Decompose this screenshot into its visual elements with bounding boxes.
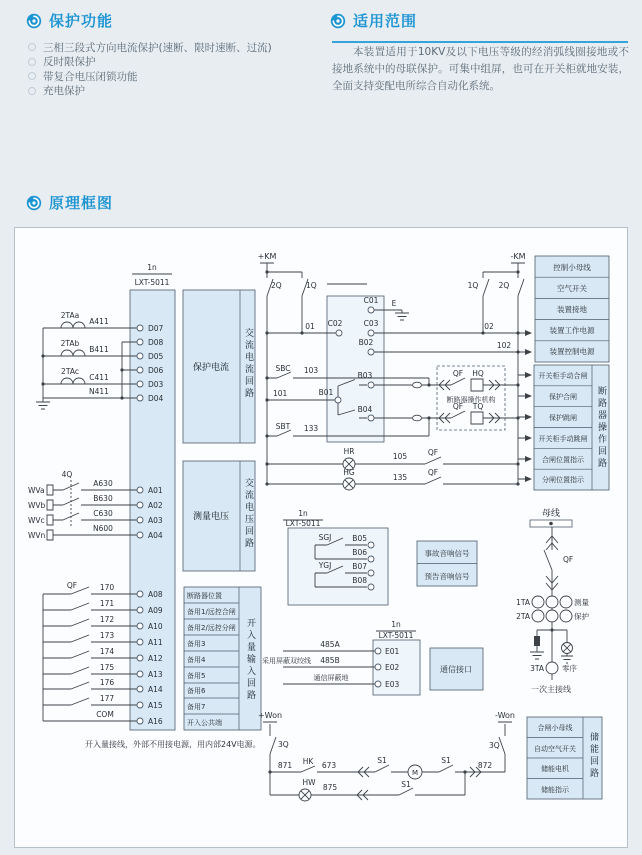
svg-text:COM: COM [96,710,114,719]
svg-text:A11: A11 [148,638,163,647]
svg-text:2Q: 2Q [498,281,510,290]
svg-text:测量: 测量 [574,598,589,607]
svg-text:3TA: 3TA [530,664,544,673]
svg-text:采用屏蔽双绞线: 采用屏蔽双绞线 [262,657,311,665]
legend-arrowheads [525,330,532,482]
svg-text:2TAb: 2TAb [60,339,80,348]
svg-text:装置接地: 装置接地 [557,305,587,314]
scope-section-header [330,10,417,31]
bullet-ring-icon [28,72,36,80]
svg-text:A15: A15 [148,701,163,710]
svg-text:C02: C02 [327,319,343,328]
svg-text:02: 02 [484,322,494,331]
bullet-ring-icon [28,87,36,95]
svg-text:A01: A01 [148,486,163,495]
svg-text:B04: B04 [357,405,373,414]
ctrl-wires [260,263,526,484]
svg-text:D05: D05 [148,352,164,361]
svg-text:102: 102 [496,341,512,350]
svg-text:B01: B01 [318,388,334,397]
svg-text:储能电机: 储能电机 [541,765,569,773]
svg-text:A14: A14 [148,685,163,694]
svg-text:HQ: HQ [472,369,484,378]
feature-item [28,55,272,70]
svg-text:176: 176 [99,678,115,687]
svg-text:备用5: 备用5 [187,672,206,680]
svg-text:QF: QF [452,369,464,378]
feature-text: 充电保护 [43,85,85,98]
svg-text:01: 01 [305,322,315,331]
feature-text: 反时限保护 [43,56,96,69]
svg-text:A13: A13 [148,670,163,679]
bi-wires [43,587,137,721]
scope-divider-rule [332,41,628,43]
svg-text:合闸位置指示: 合闸位置指示 [542,456,584,464]
svg-text:LXT-5011: LXT-5011 [134,278,170,287]
svg-text:WVn: WVn [28,531,46,540]
svg-text:D06: D06 [148,366,164,375]
svg-text:875: 875 [322,783,338,792]
svg-text:A08: A08 [148,590,163,599]
svg-text:备用6: 备用6 [187,687,206,695]
svg-text:3Q: 3Q [278,740,289,749]
svg-text:-Won: -Won [495,711,515,720]
svg-text:零序: 零序 [562,664,577,673]
lamp-icon-hg [343,478,355,490]
svg-text:N600: N600 [93,524,113,533]
svg-text:B08: B08 [352,576,367,585]
storage-wires [263,722,512,800]
svg-text:2Q: 2Q [271,281,282,290]
svg-text:QF: QF [427,448,439,457]
bullet-ring-icon [28,43,36,51]
svg-text:D08: D08 [148,338,164,347]
svg-text:B05: B05 [352,534,367,543]
feature-text: 三相三段式方向电流保护(速断、限时速断、过流) [43,41,272,54]
ct-1ta-icon [560,596,572,608]
svg-text:M: M [411,769,419,777]
vlabel-ac-current-loop: 交流电流回路 [243,328,253,400]
svg-text:C01: C01 [363,296,379,305]
svg-text:E03: E03 [385,680,400,689]
svg-text:B02: B02 [358,338,374,347]
svg-text:171: 171 [99,599,115,608]
svg-text:分闸位置指示: 分闸位置指示 [542,476,584,484]
svg-text:1Q: 1Q [467,281,479,290]
svg-text:177: 177 [99,694,115,703]
device-box-control [327,296,384,442]
svg-text:A12: A12 [148,654,163,663]
svg-text:WVa: WVa [28,486,45,495]
svg-text:105: 105 [392,452,408,461]
svg-text:备用2/远控分闸: 备用2/远控分闸 [187,624,236,632]
svg-text:170: 170 [99,583,115,592]
svg-text:备用3: 备用3 [187,640,206,648]
svg-text:N411: N411 [89,387,109,396]
svg-text:保护跳闸: 保护跳闸 [549,414,577,422]
svg-text:测量电压: 测量电压 [192,512,230,522]
svg-text:HG: HG [343,468,355,477]
svg-text:1TA: 1TA [516,598,530,607]
svg-text:开入公共端: 开入公共端 [187,719,222,727]
svg-text:B03: B03 [357,371,373,380]
feature-item [28,40,272,55]
svg-text:合闸小母线: 合闸小母线 [537,724,573,732]
busbar-node [549,522,553,526]
svg-text:1n: 1n [298,509,308,518]
svg-text:通信接口: 通信接口 [440,665,472,674]
svg-text:A411: A411 [89,317,109,326]
svg-text:133: 133 [303,424,319,433]
svg-text:备用7: 备用7 [187,703,206,711]
svg-text:装置工作电源: 装置工作电源 [549,326,595,335]
svg-text:175: 175 [99,663,115,672]
svg-text:B411: B411 [89,345,109,354]
svg-text:母线: 母线 [541,509,561,519]
svg-text:A16: A16 [148,717,163,726]
feature-text: 带复合电压闭锁功能 [43,70,138,83]
svg-text:S1: S1 [377,756,387,765]
svg-text:装置控制电源: 装置控制电源 [549,347,595,356]
plug-connector-icon [413,382,422,388]
svg-text:断路器操作机构: 断路器操作机构 [446,396,496,404]
svg-text:871: 871 [277,761,293,770]
plug-connector-icon [413,415,422,421]
svg-text:C630: C630 [93,509,113,518]
svg-text:HR: HR [343,447,355,456]
svg-text:开关柜手动跳闸: 开关柜手动跳闸 [538,435,588,443]
svg-text:872: 872 [477,761,493,770]
svg-text:开关柜手动合闸: 开关柜手动合闸 [538,372,588,380]
svg-text:WVb: WVb [28,501,46,510]
device-box-signal [288,528,388,605]
svg-text:E02: E02 [385,663,400,672]
section-title-diagram: 原理框图 [49,194,114,212]
arrester-icon [534,636,540,646]
schematic-diagram-card [14,227,628,848]
vlabel-digital-input-loop: 开入量输入回路 [245,618,255,702]
svg-text:2TAc: 2TAc [61,367,79,376]
svg-text:储能指示: 储能指示 [541,786,569,794]
svg-text:预告音响信号: 预告音响信号 [424,572,470,581]
svg-text:101: 101 [273,389,288,398]
schematic-svg [15,228,627,847]
svg-text:173: 173 [99,631,115,640]
svg-text:2TAa: 2TAa [60,311,80,320]
ct-1ta-icon [532,596,544,608]
svg-text:A03: A03 [148,516,163,525]
ct-2ta-icon [560,610,572,622]
svg-text:YGJ: YGJ [318,561,332,570]
svg-text:E: E [391,299,397,308]
svg-text:4Q: 4Q [61,470,73,479]
svg-text:事故音响信号: 事故音响信号 [424,549,470,558]
svg-text:HW: HW [302,778,316,787]
svg-text:A10: A10 [148,622,163,631]
wiring-note: 开入量接线，外部不用接电源，用内部24V电源。 [85,740,261,749]
svg-text:B06: B06 [352,548,367,557]
svg-text:A04: A04 [148,531,163,540]
svg-text:1n: 1n [391,620,401,629]
section-badge-icon [26,195,42,211]
svg-text:QF: QF [427,468,439,477]
scope-body-text: 本装置适用于10KV及以下电压等级的经消弧线圈接地或不接地系统中的母联保护。可集中组屏，也可在开关柜就地安装，全面支持变配电所综合自动化系统。 [332,46,629,92]
svg-text:B07: B07 [352,562,367,571]
section-badge-icon [26,13,42,29]
svg-text:A630: A630 [93,479,113,488]
vlabel-breaker-operate-loop: 断路器操作回路 [596,386,606,470]
svg-text:172: 172 [99,615,115,624]
svg-text:B630: B630 [93,494,113,503]
ct-2ta-icon [532,610,544,622]
svg-text:+Won: +Won [257,711,283,720]
vlabel-energy-storage-loop: 储能回路 [588,732,598,780]
svg-text:2TA: 2TA [516,612,530,621]
svg-text:TQ: TQ [472,402,484,411]
svg-text:3Q: 3Q [489,741,500,750]
svg-text:D04: D04 [148,394,164,403]
svg-text:C411: C411 [89,373,109,382]
svg-text:备用1/远控合闸: 备用1/远控合闸 [187,608,236,616]
svg-text:QF: QF [563,555,574,564]
svg-text:C03: C03 [363,319,379,328]
svg-text:通信屏蔽地: 通信屏蔽地 [313,674,349,682]
svg-text:673: 673 [321,761,337,770]
feature-item [28,84,272,99]
bullet-ring-icon [28,58,36,66]
ct-2ta-icon [546,610,558,622]
diagram-section-header [26,192,113,213]
svg-text:D03: D03 [148,380,164,389]
vlabel-ac-voltage-loop: 交流电压回路 [243,478,253,550]
svg-text:485B: 485B [320,656,340,665]
oneline-wires [530,527,573,680]
svg-text:SBT: SBT [275,422,291,431]
svg-text:LXT-5011: LXT-5011 [378,631,414,640]
ct-3ta-icon [546,662,558,674]
feature-item [28,69,272,84]
lamp-icon-hw [299,789,311,801]
svg-text:SBC: SBC [275,364,291,373]
svg-text:LXT-5011: LXT-5011 [285,519,321,528]
svg-text:自动空气开关: 自动空气开关 [534,745,576,753]
svg-text:135: 135 [392,473,408,482]
svg-text:一次主接线: 一次主接线 [531,685,571,694]
svg-text:空气开关: 空气开关 [557,284,587,293]
svg-text:-KM: -KM [510,252,526,261]
svg-text:QF: QF [66,581,78,590]
svg-text:103: 103 [303,366,319,375]
protection-section-header [26,10,113,31]
svg-text:保护: 保护 [574,612,589,621]
svg-text:S1: S1 [401,780,411,789]
svg-text:A09: A09 [148,606,163,615]
svg-text:1Q: 1Q [306,281,317,290]
lamp-icon-oneline [562,643,573,654]
svg-text:1n: 1n [147,263,157,272]
svg-text:控制小母线: 控制小母线 [553,263,591,272]
protection-feature-list [28,40,272,98]
section-title-protection: 保护功能 [49,12,114,30]
section-badge-icon [330,13,346,29]
ct-1ta-icon [546,596,558,608]
svg-text:QF: QF [452,402,464,411]
svg-text:+KM: +KM [257,252,277,261]
vt-wires [47,483,137,540]
svg-text:S1: S1 [441,756,451,765]
svg-text:E01: E01 [385,647,400,656]
svg-text:备用4: 备用4 [187,656,206,664]
svg-text:断路器位置: 断路器位置 [187,592,222,600]
svg-text:保护合闸: 保护合闸 [549,393,577,401]
svg-text:174: 174 [99,647,115,656]
svg-text:A02: A02 [148,501,163,510]
svg-text:485A: 485A [320,640,340,649]
svg-text:D07: D07 [148,324,164,333]
svg-text:WVc: WVc [28,516,45,525]
svg-text:HK: HK [302,757,314,766]
svg-text:保护电流: 保护电流 [192,363,230,373]
svg-text:SGJ: SGJ [318,533,332,542]
section-title-scope: 适用范围 [353,12,418,30]
